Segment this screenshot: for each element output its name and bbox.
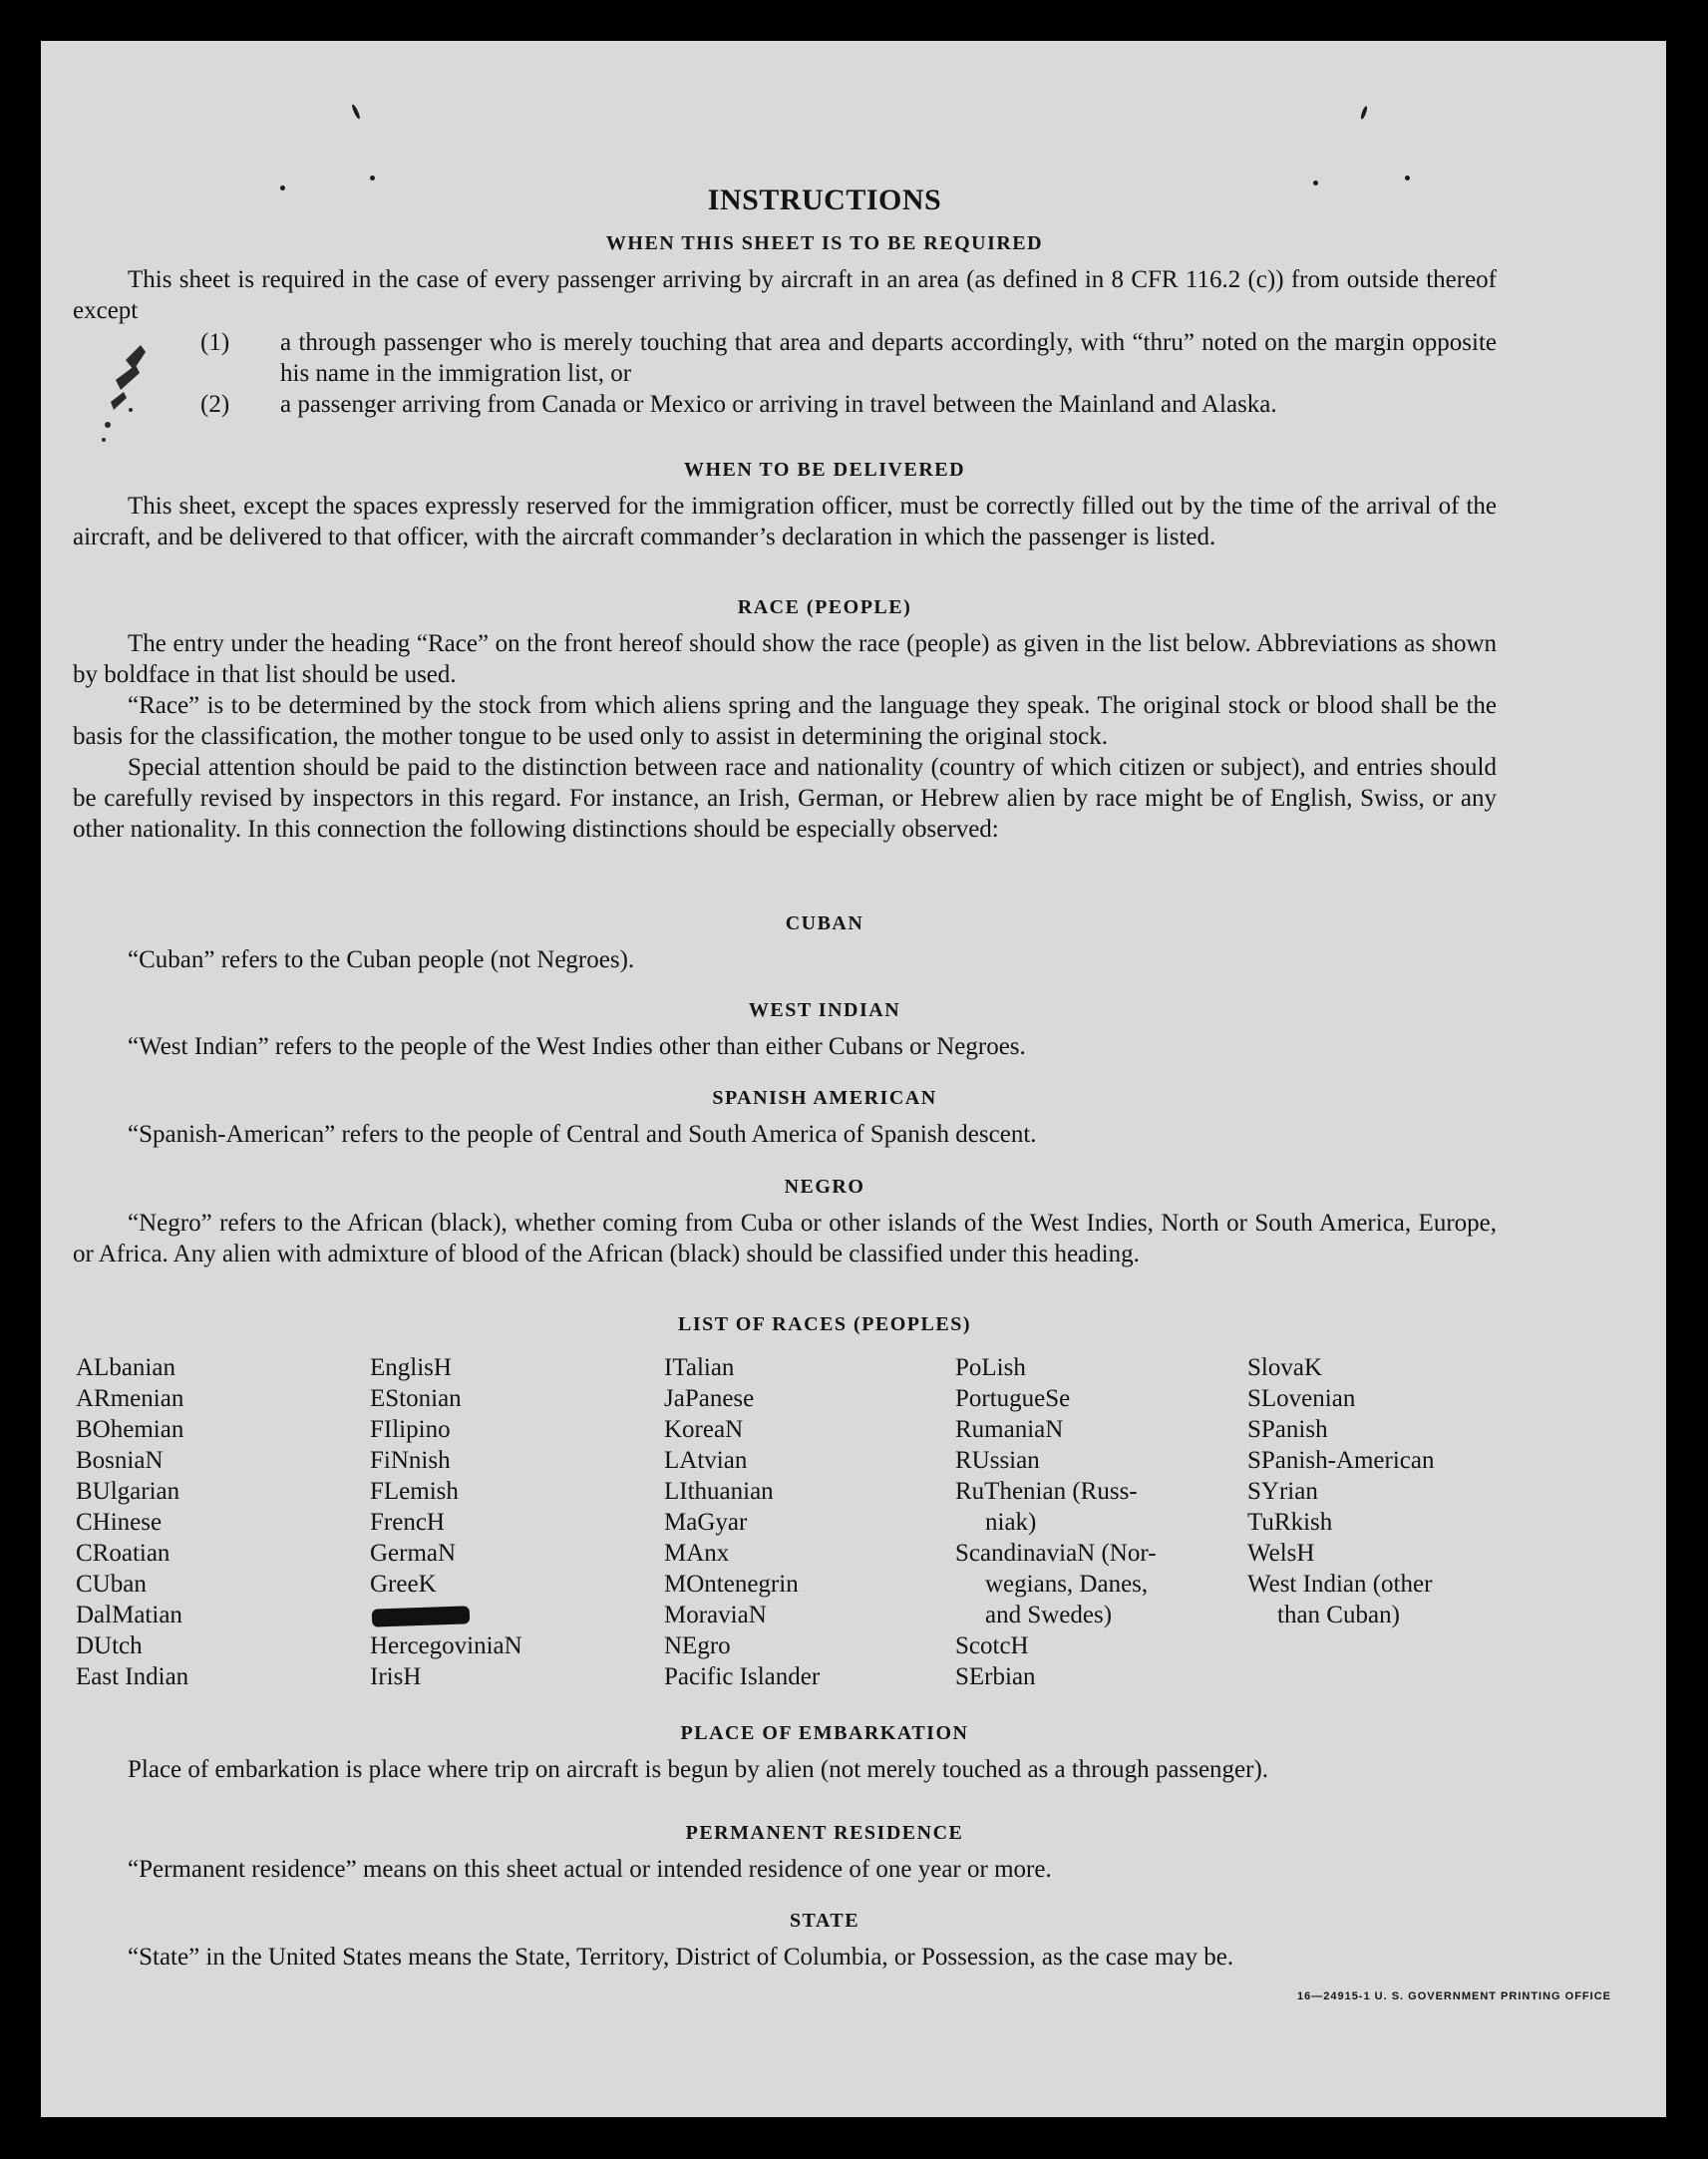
when-required-section <box>73 264 1497 326</box>
race-column-3 <box>664 1352 963 1692</box>
embarkation-text: Place of embarkation is place where trip on aircraft is begun by alien (not merely touched as a through passenger). <box>128 1756 1269 1783</box>
race-paragraph: Special attention should be paid to the distinction between race and nationality (country of which citizen or subject), and entries should be carefully revised by inspectors in this regard. For instance, an Irish, German, or Hebrew alien by race might be of English, Swiss, or any other nationality. In this connection the following distinctions should be especially observed: <box>73 754 1497 843</box>
exception-item-2 <box>200 389 1497 451</box>
race-entry: GreeK <box>370 1571 437 1598</box>
residence-text: “Permanent residence” means on this sheet actual or intended residence of one year or more. <box>128 1856 1052 1883</box>
heading-cuban: CUBAN <box>785 912 864 934</box>
race-entry: LIthuanian <box>664 1478 774 1505</box>
race-entry: Pacific Islander <box>664 1663 821 1690</box>
item-number: (1) <box>200 329 230 356</box>
race-entry: WelsH <box>1247 1540 1315 1567</box>
heading-permanent-residence: PERMANENT RESIDENCE <box>685 1822 964 1844</box>
spanish-american-section <box>73 1119 1497 1150</box>
heading-list-of-races: LIST OF RACES (PEOPLES) <box>677 1313 971 1335</box>
when-required-intro: This sheet is required in the case of every passenger arriving by aircraft in an area (as defined in 8 CFR 116.2 (c)) from outside thereof except <box>73 266 1497 324</box>
state-section <box>73 1942 1497 1973</box>
race-entry: SlovaK <box>1247 1354 1322 1381</box>
cuban-section <box>73 944 1497 975</box>
residence-section <box>73 1854 1497 1885</box>
race-entry: CUban <box>76 1571 147 1598</box>
race-entry: CRoatian <box>76 1540 171 1567</box>
race-entry: SPanish <box>1247 1416 1328 1443</box>
race-entry: NEgro <box>664 1632 731 1659</box>
race-entry: SErbian <box>955 1663 1036 1690</box>
heading-negro: NEGRO <box>784 1176 865 1198</box>
exception-item-1 <box>200 327 1497 389</box>
item-text: a passenger arriving from Canada or Mexico or arriving in travel between the Mainland and Alaska. <box>280 391 1277 418</box>
page-title: INSTRUCTIONS <box>707 183 942 216</box>
state-text: “State” in the United States means the State, Territory, District of Columbia, or Possession, as the case may be. <box>128 1944 1234 1971</box>
race-entry-continued: wegians, Danes, <box>985 1571 1149 1598</box>
race-entry: SPanish-American <box>1247 1447 1435 1474</box>
race-column-1 <box>76 1352 375 1692</box>
race-entry: SYrian <box>1247 1478 1318 1505</box>
when-delivered-section <box>73 491 1497 552</box>
race-entry: MOntenegrin <box>664 1571 799 1598</box>
race-entry: MAnx <box>664 1540 730 1567</box>
race-entry-continued: than Cuban) <box>1277 1602 1400 1628</box>
race-entry: West Indian (other <box>1247 1571 1433 1598</box>
redacted-entry <box>370 1600 669 1630</box>
race-entry: RUssian <box>955 1447 1040 1474</box>
race-entry: BOhemian <box>76 1416 184 1443</box>
race-paragraph: The entry under the heading “Race” on the front hereof should show the race (people) as given in the list below. Abbreviations as shown by boldface in that list should be used. <box>73 630 1497 688</box>
scan-mark <box>370 176 375 180</box>
race-entry-continued: niak) <box>985 1509 1037 1536</box>
race-entry: FiNnish <box>370 1447 451 1474</box>
printing-office-code: 16—24915-1 U. S. GOVERNMENT PRINTING OFFICE <box>1296 1990 1611 2002</box>
race-entry: ITalian <box>664 1354 735 1381</box>
race-entry: RumaniaN <box>955 1416 1064 1443</box>
race-paragraph: “Race” is to be determined by the stock from which aliens spring and the language they speak. The original stock or blood shall be the basis for the classification, the mother tongue to be used only to assist in determining the original stock. <box>73 692 1497 750</box>
race-entry: ALbanian <box>76 1354 175 1381</box>
scan-mark <box>1360 106 1369 121</box>
document-page <box>41 41 1666 2117</box>
race-entry: MaGyar <box>664 1509 748 1536</box>
heading-spanish-american: SPANISH AMERICAN <box>712 1087 937 1109</box>
item-number: (2) <box>200 391 230 418</box>
race-entry: East Indian <box>76 1663 189 1690</box>
race-entry: CHinese <box>76 1509 163 1536</box>
race-entry: FLemish <box>370 1478 459 1505</box>
race-entry: GermaN <box>370 1540 457 1567</box>
race-entry: SLovenian <box>1247 1385 1356 1412</box>
race-column-4 <box>955 1352 1254 1692</box>
race-entry: HercegoviniaN <box>370 1632 522 1659</box>
race-entry: PortugueSe <box>955 1385 1071 1412</box>
race-entry: IrisH <box>370 1663 422 1690</box>
west-indian-text: “West Indian” refers to the people of the West Indies other than either Cubans or Negroes. <box>128 1033 1026 1060</box>
cuban-text: “Cuban” refers to the Cuban people (not Negroes). <box>128 946 635 973</box>
race-column-2 <box>370 1352 669 1692</box>
heading-state: STATE <box>789 1910 860 1932</box>
race-entry: RuThenian (Russ- <box>955 1478 1138 1505</box>
heading-embarkation: PLACE OF EMBARKATION <box>680 1722 969 1744</box>
west-indian-section <box>73 1031 1497 1062</box>
race-entry: MoraviaN <box>664 1602 767 1628</box>
race-section <box>73 628 1497 845</box>
scan-mark <box>351 104 361 120</box>
spanish-american-text: “Spanish-American” refers to the people of Central and South America of Spanish descent. <box>128 1121 1037 1148</box>
redaction-mark <box>372 1606 471 1626</box>
race-entry: FrencH <box>370 1509 445 1536</box>
race-entry: ARmenian <box>76 1385 184 1412</box>
heading-when-required: WHEN THIS SHEET IS TO BE REQUIRED <box>605 232 1044 254</box>
heading-race: RACE (PEOPLE) <box>737 596 912 618</box>
heading-when-delivered: WHEN TO BE DELIVERED <box>683 459 966 481</box>
race-entry: DalMatian <box>76 1602 182 1628</box>
race-entry: PoLish <box>955 1354 1026 1381</box>
race-entry: ScandinaviaN (Nor- <box>955 1540 1157 1567</box>
race-column-5 <box>1247 1352 1546 1630</box>
race-entry: EnglisH <box>370 1354 452 1381</box>
race-entry: JaPanese <box>664 1385 755 1412</box>
race-entry: EStonian <box>370 1385 462 1412</box>
race-entry-continued: and Swedes) <box>985 1602 1113 1628</box>
scan-mark <box>1405 176 1410 180</box>
race-entry: BUlgarian <box>76 1478 180 1505</box>
heading-west-indian: WEST INDIAN <box>748 999 901 1021</box>
race-entry: KoreaN <box>664 1416 744 1443</box>
negro-text: “Negro” refers to the African (black), whether coming from Cuba or other islands of the West Indies, North or South America, Europe, or Africa. Any alien with admixture of blood of the African (black) should be classified under this heading. <box>73 1210 1497 1267</box>
race-entry: ScotcH <box>955 1632 1029 1659</box>
when-delivered-text: This sheet, except the spaces expressly reserved for the immigration officer, must be correctly filled out by the time of the arrival of the aircraft, and be delivered to that officer, with the aircraft commander’s declaration in which the passenger is listed. <box>73 493 1497 550</box>
race-entry: TuRkish <box>1247 1509 1333 1536</box>
race-entry: BosniaN <box>76 1447 164 1474</box>
ink-smudge <box>86 340 175 460</box>
race-entry: LAtvian <box>664 1447 748 1474</box>
negro-section <box>73 1208 1497 1269</box>
race-entry: FIlipino <box>370 1416 451 1443</box>
race-entry: DUtch <box>76 1632 143 1659</box>
embarkation-section <box>73 1754 1497 1785</box>
item-text: a through passenger who is merely touching that area and departs accordingly, with “thru” noted on the margin opposite his name in the immigration list, or <box>280 329 1497 387</box>
